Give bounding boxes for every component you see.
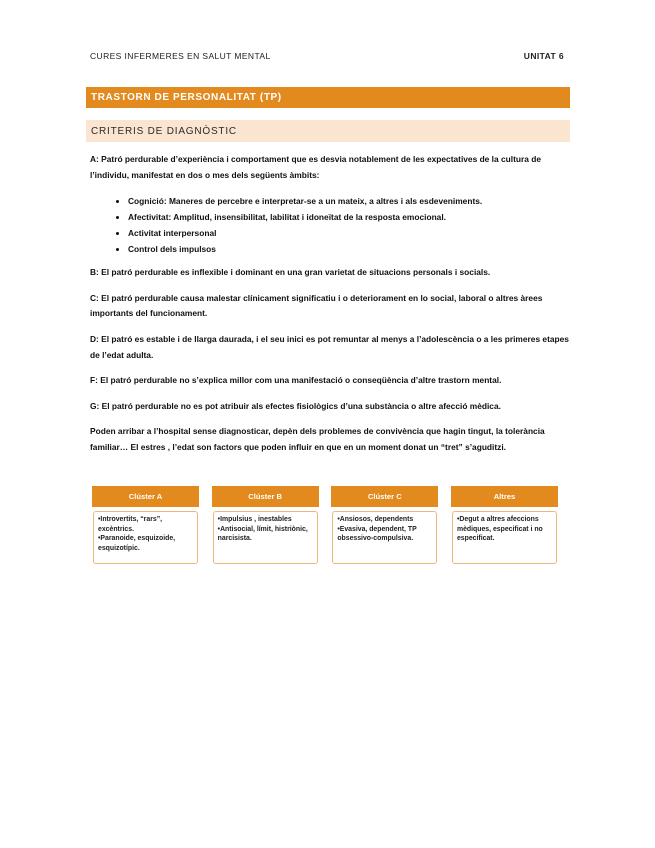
cluster-title: Clúster B (212, 486, 319, 507)
cluster-item: •Impulsius , inestables (217, 516, 292, 523)
list-item: • Afectivitat: Amplitud, insensibilitat, labilitat i idoneïtat de la resposta emocional. (128, 209, 570, 225)
criterion-a: A: Patró perdurable d’experiència i comportament que es desvia notablement de les expectatives de la cultura de l’individu, manifestat en dos o mes dels següents àmbits: (90, 154, 542, 180)
cluster-content (332, 511, 437, 564)
cluster-content (452, 511, 557, 564)
criterion-c: C: El patró perdurable causa malestar clínicament significatiu i o deteriorament en lo social, laboral o altres àrees importants del funcionament. (90, 292, 543, 319)
cluster-b-box (212, 486, 319, 566)
cluster-a-box (92, 486, 199, 566)
cluster-title: Altres (451, 486, 558, 507)
cluster-item: •Evasiva, dependent, TP obsessivo-compulsiva. (337, 525, 417, 543)
cluster-item: •Introvertits, “rars”, excèntrics. (98, 516, 163, 533)
criterion-g: G: El patró perdurable no es pot atribuir als efectes fisiològics d’una substància o altre afecció mèdica. (90, 400, 501, 411)
running-header-unit: UNITAT 6 (523, 51, 564, 61)
cluster-diagram (92, 486, 558, 566)
cluster-title: Clúster C (331, 486, 438, 507)
cluster-c-box (331, 486, 438, 566)
criterion-a-list (90, 193, 570, 257)
running-header-course: CURES INFERMERES EN SALUT MENTAL (90, 51, 271, 61)
cluster-item: •Antisocial, límit, histriònic, narcisista. (217, 525, 308, 543)
list-item: • Control dels impulsos (128, 241, 570, 257)
cluster-content (93, 511, 198, 564)
criterion-f: F: El patró perdurable no s’explica millor com una manifestació o conseqüència d’altre trastorn mental. (90, 375, 502, 386)
criteria-body (90, 152, 570, 466)
others-box (451, 486, 558, 566)
cluster-item: •Ansiosos, dependents (337, 516, 414, 523)
list-item: • Cognició: Maneres de percebre e interpretar-se a un mateix, a altres i als esdeveniments. (128, 193, 570, 209)
list-item: • Activitat interpersonal (128, 225, 570, 241)
cluster-content (213, 511, 318, 564)
cluster-title: Clúster A (92, 486, 199, 507)
section-title-bar: TRASTORN DE PERSONALITAT (TP) (86, 87, 570, 108)
subsection-title-bar: CRITERIS DE DIAGNÒSTIC (86, 120, 570, 142)
criterion-b: B: El patró perdurable es inflexible i dominant en una gran varietat de situacions personals i socials. (90, 267, 491, 278)
cluster-item: •Degut a altres afeccions mèdiques, especificat i no especificat. (456, 516, 543, 543)
criterion-d: D: El patró es estable i de llarga daurada, i el seu inici es pot remuntar al menys a l’adolescència o a les primeres etapes de l’edat adulta. (90, 333, 569, 360)
cluster-item: •Paranoide, esquizoide, esquizotípic. (98, 535, 176, 552)
note-paragraph: Poden arribar a l’hospital sense diagnosticar, depèn dels problemes de convivència que hagin tingut, la tolerància familiar… El estres , l’edat son factors que poden influir en que en un moment donat un “tret” s’aguditzi. (90, 426, 545, 452)
